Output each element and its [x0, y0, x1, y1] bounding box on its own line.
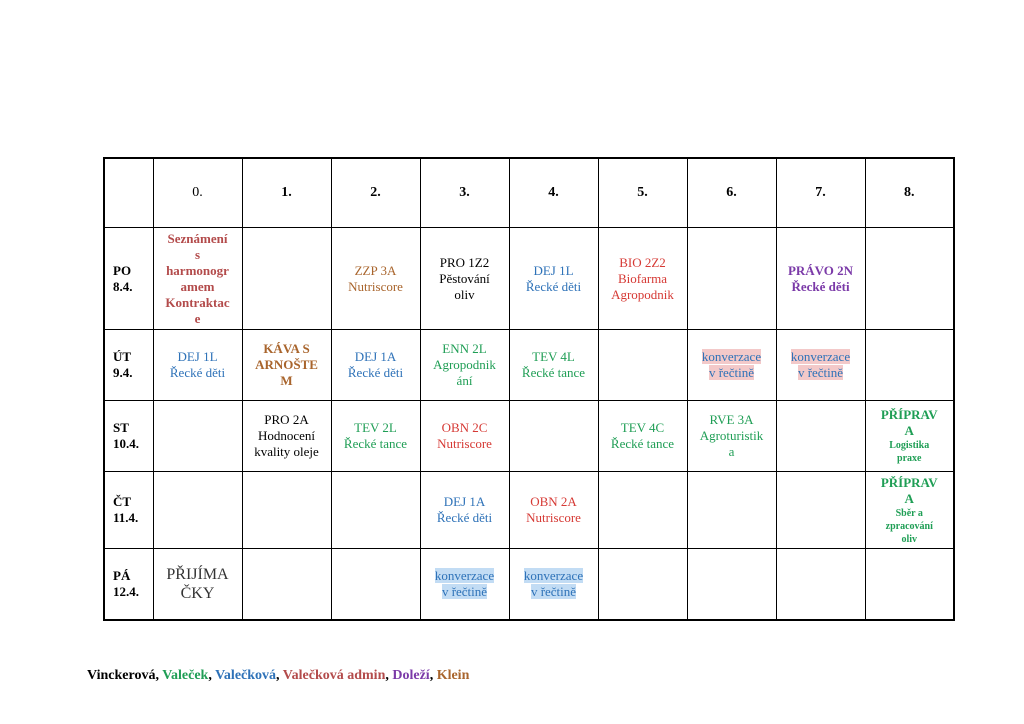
period-header: 1.	[242, 158, 331, 228]
period-header: 5.	[598, 158, 687, 228]
lesson-line: DEJ 1L	[177, 349, 218, 364]
day-label-line: 10.4.	[113, 436, 139, 451]
lesson-line: PŘÍPRAV	[880, 474, 938, 490]
lesson-cell	[153, 472, 242, 549]
lesson-line	[690, 349, 774, 365]
lesson-line: a	[728, 444, 735, 459]
lesson-cell	[153, 330, 242, 401]
lesson-line: TEV 4C	[620, 420, 665, 435]
lesson-line	[512, 584, 596, 600]
lesson-cell	[509, 330, 598, 401]
day-label-line: 8.4.	[113, 278, 133, 294]
period-header: 3.	[420, 158, 509, 228]
day-label-line: PO	[113, 262, 132, 278]
lesson-cell	[420, 228, 509, 330]
lesson-cell	[598, 472, 687, 549]
lesson-line: Řecké děti	[791, 278, 850, 294]
lesson-cell	[242, 228, 331, 330]
legend-item: Valeček	[162, 668, 209, 683]
lesson-cell	[687, 549, 776, 621]
day-label-line: PÁ	[113, 568, 131, 583]
day-row	[104, 549, 954, 621]
lesson-cell	[242, 549, 331, 621]
lesson-line: ání	[456, 373, 473, 388]
lesson-line	[779, 349, 863, 365]
day-label-line: ÚT	[113, 349, 132, 364]
lesson-line: Nutriscore	[526, 510, 581, 525]
day-label-line: ST	[113, 420, 129, 435]
lesson-line: PRÁVO 2N	[787, 262, 854, 278]
period-header: 7.	[776, 158, 865, 228]
lesson-line: TEV 2L	[354, 420, 397, 435]
day-label-line: 12.4.	[113, 584, 139, 599]
lesson-line: PRO 2A	[264, 412, 309, 427]
lesson-line: ČKY	[180, 585, 215, 602]
day-row	[104, 228, 954, 330]
lesson-line: PŘÍPRAV	[880, 407, 938, 422]
lesson-line: kvality oleje	[254, 444, 319, 459]
schedule-table	[103, 157, 955, 621]
lesson-line	[423, 584, 507, 600]
lesson-cell	[776, 549, 865, 621]
lesson-line: M	[280, 373, 293, 388]
lesson-cell	[687, 330, 776, 401]
day-row	[104, 472, 954, 549]
lesson-line: harmonogr	[166, 262, 229, 278]
lesson-subline: oliv	[901, 533, 918, 545]
lesson-line: A	[904, 490, 914, 506]
legend-item: ,	[385, 668, 393, 683]
lesson-line-text: konverzace	[434, 568, 495, 583]
day-label	[104, 330, 153, 401]
teacher-legend	[87, 668, 469, 684]
legend-item: Doleží	[392, 668, 430, 683]
lesson-cell	[865, 228, 954, 330]
lesson-cell	[509, 472, 598, 549]
lesson-line: PŘIJÍMA	[166, 566, 229, 583]
lesson-line: Řecké děti	[169, 365, 226, 380]
lesson-cell	[242, 472, 331, 549]
day-row	[104, 330, 954, 401]
lesson-cell	[598, 401, 687, 472]
lesson-line: TEV 4L	[532, 349, 575, 364]
lesson-cell	[776, 228, 865, 330]
legend-item: ,	[276, 668, 283, 683]
lesson-cell	[509, 401, 598, 472]
lesson-line: amem	[180, 278, 215, 294]
lesson-cell	[865, 401, 954, 472]
schedule-body	[104, 158, 954, 620]
lesson-subline: Logistika	[889, 440, 930, 451]
lesson-cell	[865, 549, 954, 621]
lesson-line: RVE 3A	[709, 412, 754, 427]
day-label	[104, 472, 153, 549]
lesson-line: Agropodnik	[611, 286, 674, 302]
lesson-line: Řecké tance	[521, 365, 586, 380]
lesson-line: Seznámení	[167, 230, 228, 246]
lesson-line	[779, 365, 863, 381]
lesson-line: oliv	[454, 286, 475, 302]
legend-item: Valečková admin	[282, 668, 386, 683]
lesson-line-text: v řečtině	[797, 365, 844, 380]
lesson-cell	[420, 472, 509, 549]
period-header: 6.	[687, 158, 776, 228]
legend-item: ,	[208, 668, 216, 683]
lesson-cell	[776, 472, 865, 549]
lesson-line: Agroturistik	[699, 428, 764, 443]
legend-item: Vinckerová	[87, 668, 156, 683]
lesson-cell	[242, 330, 331, 401]
lesson-line: e	[194, 310, 201, 326]
lesson-cell	[153, 401, 242, 472]
lesson-subline: praxe	[897, 453, 922, 464]
lesson-subline: Sběr a	[895, 507, 923, 519]
lesson-cell	[153, 228, 242, 330]
lesson-cell	[687, 401, 776, 472]
lesson-cell	[331, 472, 420, 549]
lesson-line: ENN 2L	[442, 341, 487, 356]
lesson-line: s	[194, 246, 201, 262]
legend-item: ,	[155, 668, 163, 683]
lesson-line: Biofarma	[617, 270, 668, 286]
lesson-line: DEJ 1A	[354, 349, 397, 364]
lesson-cell	[420, 549, 509, 621]
legend-item: Klein	[436, 668, 470, 683]
lesson-line-text: konverzace	[701, 349, 762, 364]
lesson-cell	[865, 472, 954, 549]
lesson-line: BIO 2Z2	[619, 254, 666, 270]
legend-item: Valečková	[215, 668, 277, 683]
lesson-cell	[509, 549, 598, 621]
lesson-line: Hodnocení	[257, 428, 316, 443]
lesson-line: ARNOŠTE	[255, 357, 318, 372]
lesson-cell	[331, 330, 420, 401]
day-label-line: ČT	[113, 494, 132, 509]
lesson-line: Kontraktac	[165, 294, 230, 310]
lesson-line: OBN 2A	[530, 494, 577, 509]
period-header: 2.	[331, 158, 420, 228]
lesson-cell	[509, 228, 598, 330]
lesson-line-text: v řečtině	[441, 584, 488, 599]
lesson-cell	[687, 472, 776, 549]
lesson-cell	[153, 549, 242, 621]
lesson-line: Řecké tance	[343, 436, 408, 451]
lesson-line: Agropodnik	[433, 357, 496, 372]
lesson-line: Nutriscore	[348, 278, 403, 294]
lesson-line: KÁVA S	[263, 341, 310, 356]
lesson-cell	[598, 330, 687, 401]
lesson-subline: zpracování	[885, 520, 933, 532]
lesson-line: Nutriscore	[437, 436, 492, 451]
lesson-line: Řecké tance	[610, 436, 675, 451]
lesson-cell	[420, 401, 509, 472]
lesson-line	[690, 365, 774, 381]
day-row	[104, 401, 954, 472]
lesson-line: Řecké děti	[436, 510, 493, 525]
legend-item: ,	[429, 668, 437, 683]
lesson-line-text: konverzace	[790, 349, 851, 364]
lesson-line: A	[904, 423, 914, 438]
lesson-cell	[865, 330, 954, 401]
period-header	[104, 158, 153, 228]
lesson-cell	[420, 330, 509, 401]
period-header: 0.	[153, 158, 242, 228]
lesson-cell	[331, 228, 420, 330]
lesson-cell	[776, 401, 865, 472]
lesson-line: Řecké děti	[525, 278, 582, 294]
period-header: 4.	[509, 158, 598, 228]
lesson-line: Řecké děti	[347, 365, 404, 380]
lesson-cell	[331, 549, 420, 621]
header-row	[104, 158, 954, 228]
day-label	[104, 228, 153, 330]
lesson-line: ZZP 3A	[354, 262, 397, 278]
lesson-cell	[598, 228, 687, 330]
lesson-cell	[776, 330, 865, 401]
period-header: 8.	[865, 158, 954, 228]
lesson-cell	[242, 401, 331, 472]
lesson-line-text: v řečtině	[708, 365, 755, 380]
lesson-cell	[331, 401, 420, 472]
lesson-line: DEJ 1A	[443, 494, 486, 509]
lesson-cell	[687, 228, 776, 330]
lesson-cell	[598, 549, 687, 621]
lesson-line-text: v řečtině	[530, 584, 577, 599]
day-label	[104, 401, 153, 472]
lesson-line-text: konverzace	[523, 568, 584, 583]
day-label-line: 9.4.	[113, 365, 133, 380]
lesson-line	[512, 568, 596, 584]
lesson-line: Pěstování	[439, 270, 490, 286]
lesson-line: OBN 2C	[441, 420, 488, 435]
day-label	[104, 549, 153, 621]
lesson-line: DEJ 1L	[533, 262, 574, 278]
lesson-line: PRO 1Z2	[439, 254, 490, 270]
lesson-line	[423, 568, 507, 584]
day-label-line: 11.4.	[113, 510, 139, 525]
